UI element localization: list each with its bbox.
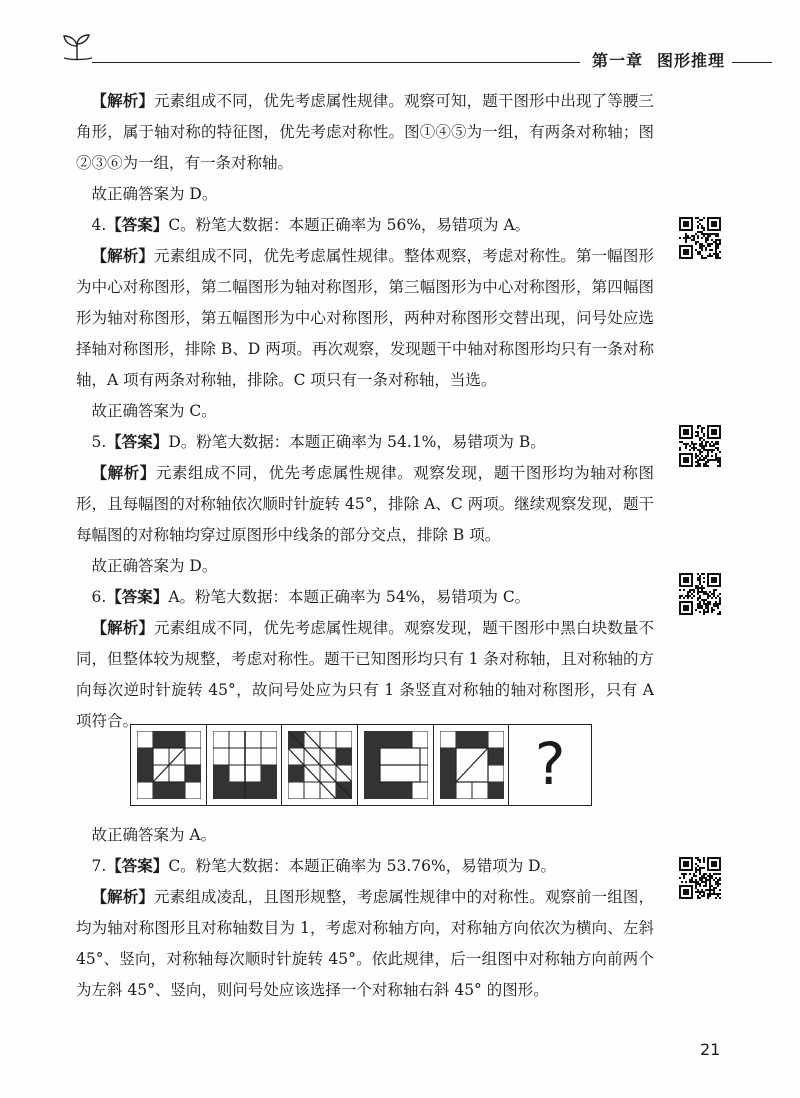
- figure-panel-5: [434, 725, 510, 805]
- answer-text: A。粉笔大数据：本题正确率为 54%，易错项为 C。: [168, 588, 531, 606]
- chapter-title: [592, 48, 739, 71]
- question-number: 7.: [91, 857, 107, 875]
- page-content-lower: [76, 820, 654, 1006]
- analysis-paragraph-q7: [76, 882, 654, 1006]
- conclusion-text: 故正确答案为 D。: [91, 557, 218, 575]
- conclusion-q5: [76, 551, 654, 582]
- panel-3-drawing: [288, 731, 352, 799]
- section-label: 图形推理: [657, 51, 726, 70]
- sprout-icon: [60, 32, 94, 62]
- page-number: 21: [700, 1040, 721, 1059]
- answer-text: C。粉笔大数据：本题正确率为 53.76%，易错项为 D。: [168, 857, 557, 875]
- analysis-paragraph-q4: [76, 241, 654, 396]
- figure-panel-2: [207, 725, 283, 805]
- figure-panel-4: [358, 725, 434, 805]
- answer-tag: 【答案】: [106, 588, 169, 606]
- panel-2-drawing: [213, 731, 277, 799]
- analysis-text: 元素组成不同，优先考虑属性规律。整体观察，考虑对称性。第一幅图形为中心对称图形，第二幅图形为轴对称图形，第三幅图形为中心对称图形，第四幅图形为轴对称图形，第五幅图形为中心对称图形，两种对称图形交替出现，问号处应选择轴对称图形，排除 B、D 两项。再次观察，发现题干中轴对称图形均只有一条对称轴，A 项有两条对称轴，排除。C 项只有一条对称轴，当选。: [76, 247, 654, 389]
- answer-q7: [76, 851, 654, 882]
- conclusion-text: 故正确答案为 A。: [91, 826, 217, 844]
- question-number: 5.: [91, 433, 107, 451]
- figure-panel-question: [509, 725, 591, 805]
- answer-q4: [76, 210, 654, 241]
- figure-panel-3: [282, 725, 358, 805]
- analysis-text: 元素组成不同，优先考虑属性规律。观察可知，题干图形中出现了等腰三角形，属于轴对称的特征图，优先考虑对称性。图①④⑤为一组，有两条对称轴；图②③⑥为一组，有一条对称轴。: [76, 92, 654, 172]
- analysis-tag: 【解析】: [91, 92, 155, 110]
- conclusion-q3: [76, 179, 654, 210]
- conclusion-text: 故正确答案为 D。: [91, 185, 218, 203]
- question-number: 4.: [91, 216, 107, 234]
- panel-5-drawing: [440, 731, 504, 799]
- answer-tag: 【答案】: [106, 433, 169, 451]
- conclusion-q6: [76, 820, 654, 851]
- analysis-text: 元素组成不同，优先考虑属性规律。观察发现，题干图形中黑白块数量不同，但整体较为规整，考虑对称性。题干已知图形均只有 1 条对称轴，且对称轴的方向每次逆时针旋转 45°，故问号处应为只有 1 条竖直对称轴的轴对称图形，只有 A 项符合。: [76, 619, 654, 730]
- qr-code-q4[interactable]: [678, 216, 722, 260]
- question-number: 6.: [91, 588, 107, 606]
- analysis-paragraph-q6: [76, 613, 654, 737]
- analysis-tag: 【解析】: [91, 619, 155, 637]
- conclusion-text: 故正确答案为 C。: [91, 402, 217, 420]
- panel-4-drawing: [364, 731, 428, 799]
- answer-text: D。粉笔大数据：本题正确率为 54.1%，易错项为 B。: [168, 433, 546, 451]
- question-mark: ?: [534, 730, 566, 798]
- answer-q5: [76, 427, 654, 458]
- header-rule: [92, 62, 580, 63]
- answer-tag: 【答案】: [106, 857, 169, 875]
- page-header: [0, 0, 800, 80]
- analysis-paragraph-q5: [76, 458, 654, 551]
- analysis-text: 元素组成不同，优先考虑属性规律。观察发现，题干图形均为轴对称图形，且每幅图的对称轴依次顺时针旋转 45°，排除 A、C 两项。继续观察发现，题干每幅图的对称轴均穿过原图形中线条的部分交点，排除 B 项。: [76, 464, 654, 544]
- figure-panel-1: [131, 725, 207, 805]
- panel-1-drawing: [137, 731, 201, 799]
- analysis-text: 元素组成凌乱，且图形规整，考虑属性规律中的对称性。观察前一组图，均为轴对称图形且对称轴数目为 1，考虑对称轴方向，对称轴方向依次为横向、左斜 45°、竖向，对称轴每次顺时针旋转 45°。依此规律，后一组图中对称轴方向前两个为左斜 45°、竖向，则问号处应该选择一个对称轴右斜 45° 的图形。: [76, 888, 654, 999]
- analysis-tag: 【解析】: [91, 464, 156, 482]
- conclusion-q4: [76, 396, 654, 427]
- q6-figure-sequence: [130, 724, 592, 806]
- analysis-tag: 【解析】: [91, 247, 155, 265]
- qr-code-q6[interactable]: [678, 572, 722, 616]
- answer-text: C。粉笔大数据：本题正确率为 56%，易错项为 A。: [168, 216, 531, 234]
- qr-code-q7[interactable]: [678, 856, 722, 900]
- chapter-label: 第一章: [592, 51, 644, 70]
- page-content: [76, 86, 654, 737]
- qr-code-q5[interactable]: [678, 424, 722, 468]
- analysis-paragraph-q3: [76, 86, 654, 179]
- answer-tag: 【答案】: [106, 216, 169, 234]
- answer-q6: [76, 582, 654, 613]
- header-rule-right: [732, 62, 772, 63]
- analysis-tag: 【解析】: [91, 888, 155, 906]
